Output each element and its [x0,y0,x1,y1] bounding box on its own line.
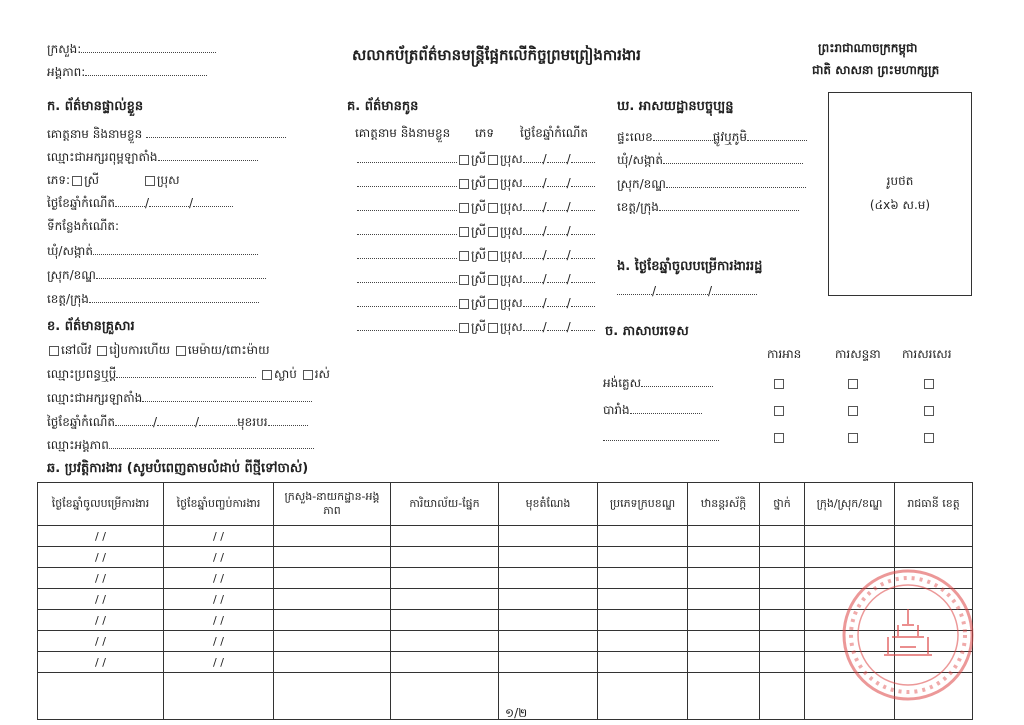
history-col-header: ថ្ងៃខែឆ្នាំបញ្ចប់ការងារ [164,483,274,526]
history-cell[interactable] [391,589,499,610]
sex-field[interactable] [47,172,180,188]
entry-date-field[interactable]: / / [617,283,757,299]
latin-name-label: ឈ្មោះជាអក្សរពុម្ពឡាតាំង [47,150,158,164]
history-row [38,526,973,547]
history-cell[interactable] [391,526,499,547]
history-cell[interactable] [274,547,391,568]
history-cell[interactable] [499,652,598,673]
history-heading: ឆ. ប្រវត្តិការងារ (សូមបំពេញតាមលំដាប់ ពីថ្មីទៅចាស់) [47,461,309,476]
child-male-label: ប្រុស [500,224,523,238]
history-cell[interactable] [688,526,760,547]
pob-commune-label: ឃុំ/សង្កាត់ [47,244,93,258]
ministry-label: ក្រសួង: [47,42,82,56]
history-date-cell[interactable]: / / [164,652,274,673]
history-col-header: ការិយាល័យ-ផ្នែក [391,483,499,526]
history-cell[interactable] [391,652,499,673]
history-cell[interactable] [598,589,688,610]
address-heading: ឃ. អាសយដ្ឋានបច្ចុប្បន្ន [617,99,734,114]
history-date-cell[interactable]: / / [164,589,274,610]
latin-name-field[interactable] [47,149,258,165]
spouse-latin-label: ឈ្មោះជាអក្សរឡាតាំង [47,391,143,405]
unit-label: អង្គភាព: [47,65,86,79]
address-province-label: ខេត្ត/ក្រុង [617,200,659,214]
photo-size: (៤x៦ ស.ម) [869,198,931,212]
child-female-checkbox[interactable] [459,179,469,189]
children-col-sex: ភេទ [475,126,495,140]
history-cell[interactable] [760,568,805,589]
history-cell[interactable] [760,610,805,631]
history-date-cell[interactable]: / / [38,610,164,631]
form-title: សលាកប័ត្រព័ត៌មានមន្ត្រីផ្អែកលើកិច្ចព្រមព្រៀងការងារ [352,46,641,64]
spouse-dob-field[interactable]: ថ្ងៃខែឆ្នាំកំណើត / / មុខរបរ [47,414,308,430]
history-cell[interactable] [760,673,805,720]
address-district-field[interactable] [617,176,806,192]
single-checkbox[interactable] [49,346,59,356]
child-male-label: ប្រុស [500,272,523,286]
child-male-checkbox[interactable] [488,203,498,213]
language-checkbox[interactable] [848,406,858,416]
male-checkbox[interactable] [145,176,155,186]
history-cell[interactable] [598,526,688,547]
language-row-label[interactable] [603,429,719,445]
history-cell[interactable] [760,589,805,610]
history-cell[interactable] [499,610,598,631]
child-female-label: ស្រី [471,152,486,166]
married-checkbox[interactable] [97,346,107,356]
dead-checkbox[interactable] [262,370,272,380]
pob-province-field[interactable] [47,291,259,307]
lang-col-writing: ការសរសេរ [902,347,952,361]
language-checkbox[interactable] [848,433,858,443]
spouse-unit-field[interactable] [47,437,314,453]
history-date-cell[interactable]: / / [164,568,274,589]
child-name-blank[interactable] [357,200,457,211]
address-commune-field[interactable] [617,152,803,168]
history-cell[interactable] [391,610,499,631]
ministry-field[interactable] [47,41,216,57]
female-checkbox[interactable] [72,176,82,186]
history-row [38,568,973,589]
child-name-blank[interactable] [357,248,457,259]
history-cell[interactable] [760,631,805,652]
child-male-label: ប្រុស [500,176,523,190]
history-cell[interactable] [391,673,499,720]
history-cell[interactable] [598,610,688,631]
spouse-dob-label: ថ្ងៃខែឆ្នាំកំណើត [47,415,115,429]
language-checkbox[interactable] [924,406,934,416]
history-cell[interactable] [688,673,760,720]
history-cell[interactable] [274,610,391,631]
language-row-label[interactable] [603,402,702,418]
spouse-label: ឈ្មោះប្រពន្ធឬប្ដី [47,367,117,381]
child-male-label: ប្រុស [500,152,523,166]
history-date-cell[interactable]: / / [38,631,164,652]
history-date-cell[interactable]: / / [38,547,164,568]
child-female-checkbox[interactable] [459,227,469,237]
language-name: អង់គ្លេស [603,376,642,390]
lang-col-reading: ការអាន [767,347,802,361]
dob-label: ថ្ងៃខែឆ្នាំកំណើត [47,196,115,210]
history-date-cell[interactable]: / / [164,610,274,631]
single-label: នៅលីវ [61,343,92,357]
pob-commune-field[interactable] [47,243,258,259]
child-row[interactable]: ស្រី ប្រុស / / [357,199,595,215]
history-cell[interactable] [688,652,760,673]
child-male-checkbox[interactable] [488,299,498,309]
child-row[interactable]: ស្រី ប្រុស / / [357,271,595,287]
child-female-checkbox[interactable] [459,203,469,213]
dead-label: ស្លាប់ [274,367,297,381]
history-date-cell[interactable]: / / [38,652,164,673]
history-header-row [38,483,973,526]
history-cell[interactable] [274,568,391,589]
history-row [38,631,973,652]
history-cell[interactable] [499,589,598,610]
language-name: បារាំង [603,403,630,417]
child-row[interactable]: ស្រី ប្រុស / / [357,295,595,311]
history-cell[interactable] [274,631,391,652]
street-label: ផ្លូវឬភូមិ [712,130,748,144]
children-heading: គ. ព័ត៌មានកូន [347,99,419,114]
married-label: រៀបការហើយ [109,343,170,357]
language-row-label[interactable] [603,375,713,391]
history-cell[interactable] [391,631,499,652]
spouse-field[interactable] [47,366,330,382]
male-label: ប្រុស [156,173,180,187]
child-row[interactable]: ស្រី ប្រុស / / [357,319,595,335]
address-district-label: ស្រុក/ខណ្ឌ [617,177,666,191]
kingdom-text: ព្រះរាជាណាចក្រកម្ពុជា [818,41,918,55]
dob-field[interactable]: ថ្ងៃខែឆ្នាំកំណើត / / [47,195,233,211]
history-cell[interactable] [598,652,688,673]
family-heading: ខ. ព័ត៌មានគ្រួសារ [47,319,135,334]
history-row [38,589,973,610]
child-female-checkbox[interactable] [459,323,469,333]
page-number: ១/២ [505,706,528,720]
history-col-header: ក្រុង/ស្រុក/ខណ្ឌ [805,483,895,526]
history-cell[interactable] [805,526,895,547]
history-cell[interactable] [895,526,973,547]
language-checkbox[interactable] [774,433,784,443]
history-body [38,526,973,720]
history-cell[interactable] [895,547,973,568]
child-female-label: ស្រី [471,320,486,334]
house-label: ផ្ទះលេខ [617,130,653,144]
history-cell[interactable] [688,610,760,631]
history-cell[interactable] [760,526,805,547]
child-male-checkbox[interactable] [488,227,498,237]
history-cell[interactable] [598,631,688,652]
child-male-checkbox[interactable] [488,251,498,261]
pob-district-field[interactable] [47,267,266,283]
history-cell[interactable] [391,568,499,589]
alive-label: រស់ [314,367,330,381]
history-cell[interactable] [391,547,499,568]
history-col-header: ប្រភេទក្របខណ្ឌ [598,483,688,526]
history-cell[interactable] [688,589,760,610]
child-female-checkbox[interactable] [459,299,469,309]
official-stamp [840,567,976,703]
history-cell[interactable] [274,673,391,720]
history-date-cell[interactable]: / / [38,589,164,610]
spouse-unit-label: ឈ្មោះអង្គភាព [47,438,109,452]
history-cell[interactable] [760,547,805,568]
child-row[interactable]: ស្រី ប្រុស / / [357,175,595,191]
name-label: គោត្តនាម និងនាមខ្លួន [47,127,143,141]
history-cell[interactable] [688,547,760,568]
history-cell[interactable] [164,673,274,720]
history-col-header: មុខតំណែង [499,483,598,526]
history-row [38,610,973,631]
pob-province-label: ខេត្ត/ក្រុង [47,292,89,306]
language-checkbox[interactable] [848,379,858,389]
language-checkbox[interactable] [924,379,934,389]
child-female-checkbox[interactable] [459,251,469,261]
address-commune-label: ឃុំ/សង្កាត់ [617,153,663,167]
child-female-label: ស្រី [471,176,486,190]
pob-label: ទីកន្លែងកំណើត: [47,219,120,233]
occupation-label: មុខរបរ [237,415,268,429]
motto-text: ជាតិ សាសនា ព្រះមហាក្សត្រ [812,63,940,77]
widowed-label: មេម៉ាយ/ពោះម៉ាយ [187,343,270,357]
photo-box[interactable] [828,92,972,296]
personal-heading: ក. ព័ត៌មានផ្ទាល់ខ្លួន [47,99,144,114]
history-cell[interactable] [274,652,391,673]
children-col-name: គោត្តនាម និងនាមខ្លួន [355,126,451,140]
history-cell[interactable] [688,568,760,589]
child-female-checkbox[interactable] [459,275,469,285]
child-name-blank[interactable] [357,320,457,331]
entry-heading: ង. ថ្ងៃខែឆ្នាំចូលបម្រើការងាររដ្ឋ [617,259,763,274]
spouse-latin-field[interactable] [47,390,312,406]
history-cell[interactable] [598,673,688,720]
child-name-blank[interactable] [357,176,457,187]
address-province-field[interactable] [617,199,799,215]
widowed-checkbox[interactable] [176,346,186,356]
child-female-label: ស្រី [471,248,486,262]
sex-label: ភេទ: [47,173,71,187]
history-date-cell[interactable]: / / [38,526,164,547]
history-cell[interactable] [274,526,391,547]
child-row[interactable]: ស្រី ប្រុស / / [357,223,595,239]
history-cell[interactable] [598,547,688,568]
name-field[interactable] [47,126,286,142]
unit-field[interactable] [47,64,207,80]
history-cell[interactable] [805,547,895,568]
history-cell[interactable] [760,652,805,673]
history-row [38,652,973,673]
history-cell[interactable] [38,673,164,720]
history-date-cell[interactable]: / / [38,568,164,589]
history-col-header: ថ្ងៃខែឆ្នាំចូលបម្រើការងារ [38,483,164,526]
history-date-cell[interactable]: / / [164,631,274,652]
child-male-checkbox[interactable] [488,155,498,165]
history-cell[interactable] [499,568,598,589]
language-checkbox[interactable] [774,406,784,416]
child-male-label: ប្រុស [500,248,523,262]
history-col-header: រាជធានី ខេត្ត [895,483,973,526]
history-cell[interactable] [499,526,598,547]
female-label: ស្រី [84,173,100,187]
house-street-field[interactable] [617,129,807,145]
child-male-label: ប្រុស [500,296,523,310]
child-female-label: ស្រី [471,200,486,214]
child-name-blank[interactable] [357,296,457,307]
language-checkbox[interactable] [774,379,784,389]
history-col-header: ក្រសួង-នាយកដ្ឋាន-អង្គភាព [274,483,391,526]
child-female-label: ស្រី [471,296,486,310]
child-row[interactable]: ស្រី ប្រុស / / [357,151,595,167]
child-male-checkbox[interactable] [488,275,498,285]
child-name-blank[interactable] [357,152,457,163]
language-checkbox[interactable] [924,433,934,443]
child-female-label: ស្រី [471,272,486,286]
child-female-label: ស្រី [471,224,486,238]
history-cell[interactable] [499,547,598,568]
history-cell[interactable] [688,631,760,652]
history-cell[interactable] [598,568,688,589]
child-male-checkbox[interactable] [488,179,498,189]
marital-status-field[interactable] [47,342,270,358]
child-row[interactable]: ស្រី ប្រុស / / [357,247,595,263]
history-date-cell[interactable]: / / [164,526,274,547]
child-female-checkbox[interactable] [459,155,469,165]
pob-district-label: ស្រុក/ខណ្ឌ [47,268,96,282]
children-col-dob: ថ្ងៃខែឆ្នាំកំណើត [520,126,588,140]
history-cell[interactable] [274,589,391,610]
lang-col-speaking: ការសន្ទនា [835,347,881,361]
history-col-header: ឋានន្តរស័ក្តិ [688,483,760,526]
history-cell[interactable] [499,631,598,652]
alive-checkbox[interactable] [303,370,313,380]
history-col-header: ថ្នាក់ [760,483,805,526]
child-male-checkbox[interactable] [488,323,498,333]
child-name-blank[interactable] [357,272,457,283]
history-date-cell[interactable]: / / [164,547,274,568]
child-male-label: ប្រុស [500,200,523,214]
photo-label: រូបថត [886,174,914,188]
languages-heading: ច. ភាសាបរទេស [605,324,689,339]
history-row [38,547,973,568]
child-male-label: ប្រុស [500,320,523,334]
child-name-blank[interactable] [357,224,457,235]
work-history-table [37,482,973,720]
